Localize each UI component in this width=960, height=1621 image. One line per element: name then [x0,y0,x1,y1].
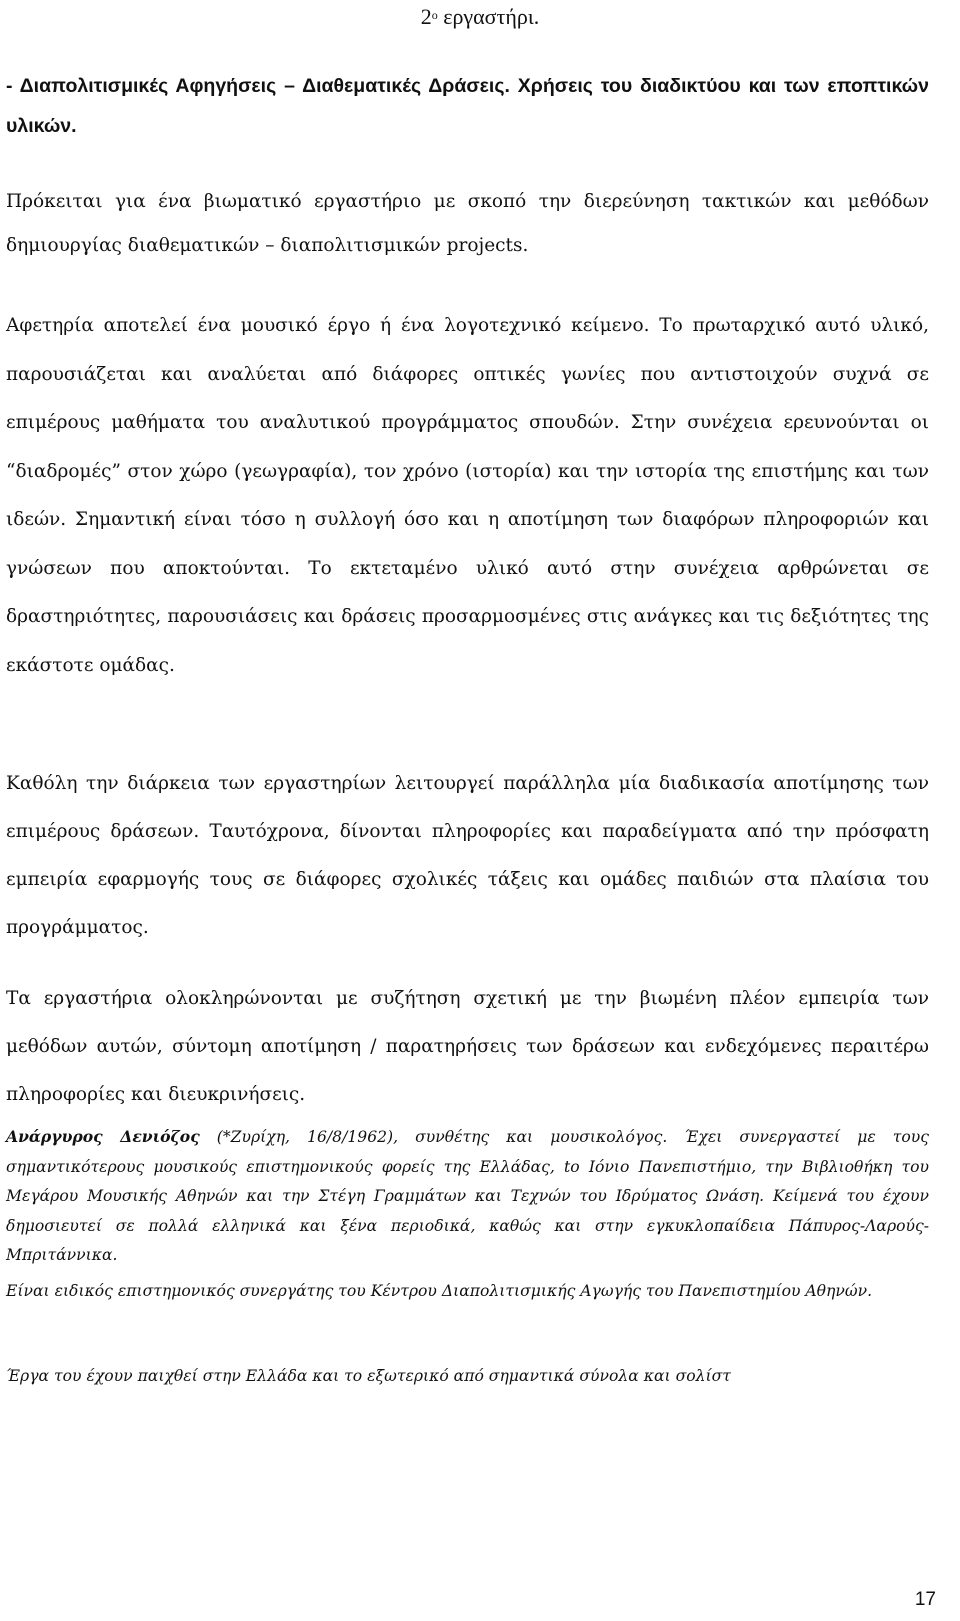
page-number: 17 [914,1589,936,1610]
author-bio-text: (*Ζυρίχη, 16/8/1962), συνθέτης και μουσικολόγος. Έχει συνεργαστεί με τους σημαντικότερους μουσικούς επιστημονικούς φορείς της Ελλάδας, to Ιόνιο Πανεπιστήμιο, την Βιβλιοθήκη του Μεγάρου Μουσικής Αθηνών και την Στέγη Γραμμάτων και Τεχνών του Ιδρύματος Ωνάση. Κείμενά του έχουν δημοσιευτεί σε πολλά ελληνικά και ξένα περιοδικά, καθώς και στην εγκυκλοπαίδεια Πάπυρος-Λαρούς-Μπριτάννικα. [6,1128,930,1264]
author-works: Έργα του έχουν παιχθεί στην Ελλάδα και το εξωτερικό από σημαντικά σύνολα και σολίστ [6,1367,731,1385]
page-title [0,4,960,30]
paragraph-conclusion: Τα εργαστήρια ολοκληρώνονται με συζήτηση σχετική με την βιωμένη πλέον εμπειρία των μεθόδων αυτών, σύντομη αποτίμηση / παρατηρήσεις των δράσεων και ενδεχόμενες περαιτέρω πληροφορίες και διευκρινήσεις. [6,988,929,1105]
title-text: εργαστήρι. [437,4,540,29]
title-number: 2 [420,4,432,29]
author-affiliation: Είναι ειδικός επιστημονικός συνεργάτης του Κέντρου Διαπολιτισμικής Αγωγής του Πανεπιστημίου Αθηνών. [6,1282,873,1300]
paragraph-evaluation: Καθόλη την διάρκεια των εργαστηρίων λειτουργεί παράλληλα μία διαδικασία αποτίμησης των επιμέρους δράσεων. Ταυτόχρονα, δίνονται πληροφορίες και παραδείγματα από την πρόσφατη εμπειρία εφαρμογής τους σε διάφορες σχολικές τάξεις και ομάδες παιδιών στα πλαίσια του προγράμματος. [6,773,929,938]
section-heading: - Διαπολιτισμικές Αφηγήσεις – Διαθεματικές Δράσεις. Χρήσεις του διαδικτύου και των εποπτικών υλικών. [6,75,929,137]
paragraph-starting-point: Αφετηρία αποτελεί ένα μουσικό έργο ή ένα λογοτεχνικό κείμενο. Το πρωταρχικό αυτό υλικό, παρουσιάζεται και αναλύεται από διάφορες οπτικές γωνίες που αντιστοιχούν συχνά σε επιμέρους μαθήματα του αναλυτικού προγράμματος σπουδών. Στην συνέχεια ερευνούνται οι “διαδρομές” στον χώρο (γεωγραφία), τον χρόνο (ιστορία) και την ιστορία της επιστήμης και των ιδεών. Σημαντική είναι τόσο η συλλογή όσο και η αποτίμηση των διαφόρων πληροφοριών και γνώσεων που αποκτούνται. Το εκτεταμένο υλικό αυτό στην συνέχεια αρθρώνεται σε δραστηριότητες, παρουσιάσεις και δράσεις προσαρμοσμένες στις ανάγκες και τις δεξιότητες της εκάστοτε ομάδας. [6,315,929,676]
paragraph-intro: Πρόκειται για ένα βιωματικό εργαστήριο με σκοπό την διερεύνηση τακτικών και μεθόδων δημιουργίας διαθεματικών – διαπολιτισμικών projects. [6,191,929,256]
author-name: Ανάργυρος Δενιόζος [6,1127,200,1146]
author-bio [6,1122,929,1271]
title-superscript: ο [431,8,438,22]
